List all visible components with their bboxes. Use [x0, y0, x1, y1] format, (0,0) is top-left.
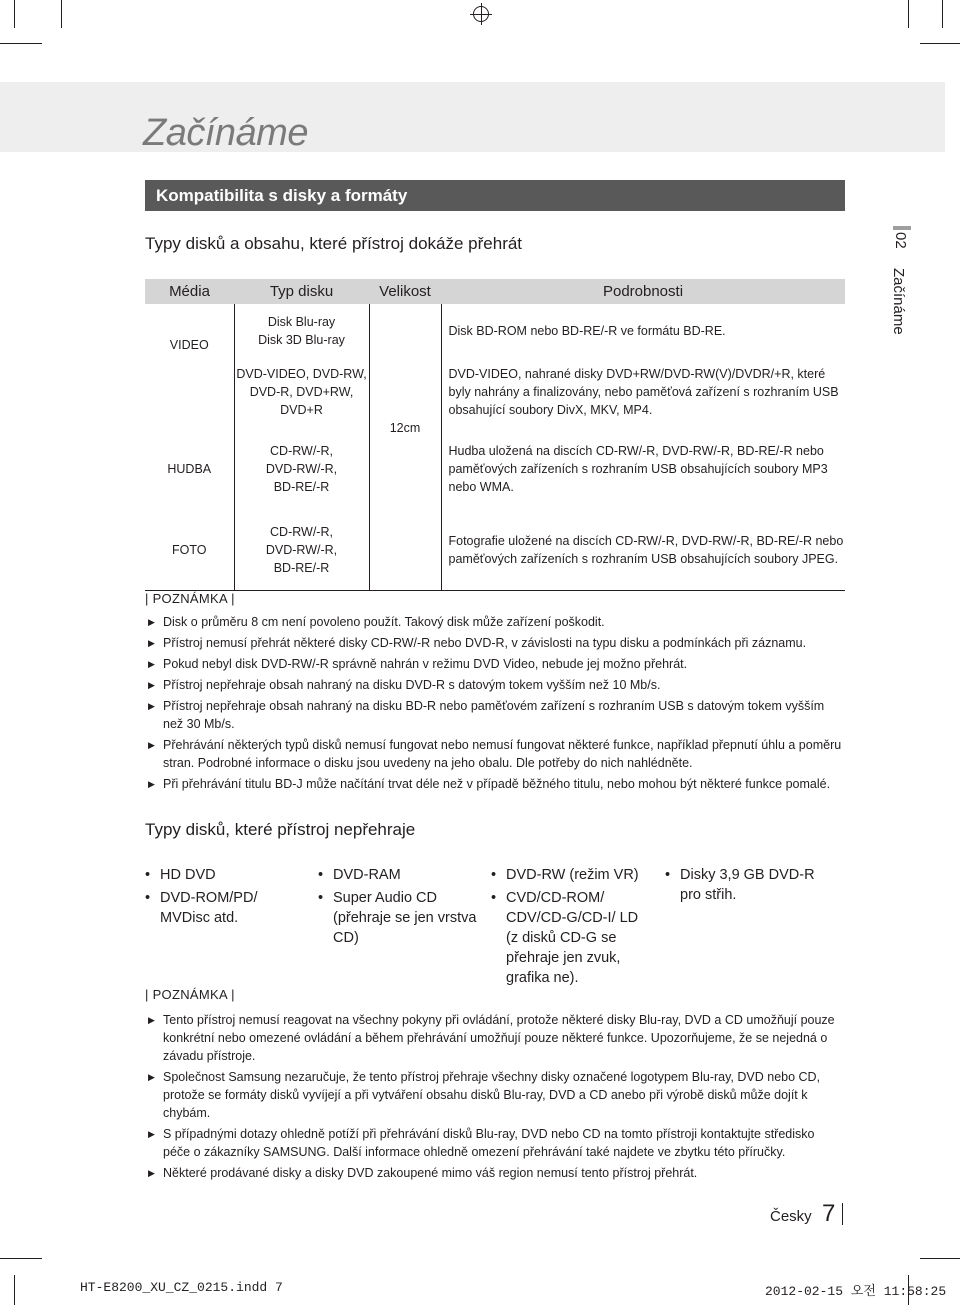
- note-item: [145, 1164, 845, 1182]
- note-item: [145, 1125, 845, 1161]
- disc-type-cell: [234, 304, 369, 357]
- crop-mark: [0, 43, 42, 44]
- note-item: [145, 775, 845, 793]
- unplayable-item: [316, 865, 491, 885]
- page-number-divider: [842, 1203, 843, 1225]
- arrow-bullet-icon: ▶: [148, 779, 155, 789]
- arrow-bullet-icon: ▶: [148, 1072, 155, 1082]
- bullet-icon: •: [491, 867, 497, 883]
- arrow-bullet-icon: ▶: [148, 617, 155, 627]
- crop-mark: [920, 1258, 960, 1259]
- bullet-icon: •: [665, 867, 671, 883]
- bullet-icon: •: [318, 867, 324, 883]
- note-label: | POZNÁMKA |: [145, 987, 235, 1002]
- note-item: [145, 1011, 845, 1065]
- details-cell: Disk BD-ROM nebo BD-RE/-R ve formátu BD-RE.: [441, 304, 845, 357]
- bullet-icon: •: [145, 890, 151, 906]
- crop-mark: [14, 0, 15, 28]
- unplayable-item: [489, 888, 649, 988]
- arrow-bullet-icon: ▶: [148, 701, 155, 711]
- disc-type-line: DVD-VIDEO, DVD-RW,: [236, 367, 367, 381]
- arrow-bullet-icon: ▶: [148, 680, 155, 690]
- bullet-icon: •: [491, 890, 497, 906]
- column-header-details: Podrobnosti: [441, 279, 845, 304]
- crop-mark: [908, 0, 909, 28]
- registration-mark: [473, 6, 489, 22]
- unplayable-item: [663, 865, 838, 905]
- media-cell: VIDEO: [169, 338, 209, 352]
- disc-type-line: CD-RW/-R,: [270, 524, 333, 539]
- arrow-bullet-icon: ▶: [148, 1168, 155, 1178]
- note-item: [145, 634, 845, 652]
- disc-type-line: Disk Blu-ray: [267, 314, 336, 329]
- note-text: Při přehrávání titulu BD-J může načítání trvat déle než v případě běžného titulu, nebo mohou být některé funkce pomalé.: [163, 777, 831, 791]
- unplayable-text: Disky 3,9 GB DVD-R pro střih.: [680, 867, 815, 903]
- table-row: [145, 304, 845, 357]
- unplayable-text: DVD-RAM: [333, 867, 401, 883]
- unplayable-text: CVD/CD-ROM/ CDV/CD-G/CD-I/ LD (z disků CD-G se přehraje jen zvuk, grafika ne).: [506, 890, 639, 986]
- page-title: Začínáme: [143, 112, 308, 154]
- bullet-icon: •: [318, 890, 324, 906]
- unplayable-item: [143, 888, 293, 928]
- column-header-media: Média: [145, 279, 234, 304]
- note-label: | POZNÁMKA |: [145, 591, 235, 606]
- table-header-row: [145, 279, 845, 304]
- unplayable-item: [316, 888, 491, 948]
- details-cell: Fotografie uložené na discích CD-RW/-R, DVD-RW/-R, BD-RE/-R nebo paměťových zařízeních s rozhraním USB obsahujících soubory JPEG.: [441, 510, 845, 590]
- unplayable-column: [316, 865, 491, 951]
- disc-type-line: CD-RW/-R,: [270, 443, 333, 458]
- unplayable-text: DVD-ROM/PD/ MVDisc atd.: [160, 890, 258, 926]
- note-text: Přístroj nepřehraje obsah nahraný na disku BD-R nebo paměťovém zařízení s rozhraním USB s datovým tokem vyšším než 30 Mb/s.: [163, 699, 825, 731]
- note-text: Přístroj nemusí přehrát některé disky CD-RW/-R nebo DVD-R, v závislosti na typu disku a podmínkách při záznamu.: [163, 636, 807, 650]
- note-item: [145, 655, 845, 673]
- table-row: [145, 357, 845, 427]
- media-cell: FOTO: [145, 510, 234, 590]
- unplayable-column: [489, 865, 649, 991]
- side-tab-marker: [893, 226, 911, 230]
- side-tab-label: Začínáme: [890, 268, 907, 335]
- unplayable-item: [143, 865, 293, 885]
- note-text: Společnost Samsung nezaručuje, že tento přístroj přehraje všechny disky označené logotypem Blu-ray, DVD nebo CD, protože se formáty disků vyvíjejí a při vytváření obsahu disků Blu-ray, DVD a CD anebo při výrobě disků může dojít k chybám.: [163, 1070, 821, 1120]
- crop-mark: [14, 1275, 15, 1305]
- disc-type-cell: [234, 427, 369, 510]
- note-item: [145, 676, 845, 694]
- details-cell: DVD-VIDEO, nahrané disky DVD+RW/DVD-RW(V)/DVDR/+R, které byly nahrány a finalizovány, nebo paměťová zařízení s rozhraním USB obsahující soubory DivX, MKV, MP4.: [441, 357, 845, 427]
- disc-type-line: DVD-R, DVD+RW,: [249, 385, 354, 399]
- side-tab-number: 02: [892, 232, 909, 249]
- table-row: [145, 510, 845, 590]
- header-band: [0, 82, 945, 152]
- notes-list: [145, 1011, 845, 1185]
- note-item: [145, 697, 845, 733]
- disc-compatibility-table: [145, 279, 845, 591]
- arrow-bullet-icon: ▶: [148, 638, 155, 648]
- note-text: S případnými dotazy ohledně potíží při přehrávání disků Blu-ray, DVD nebo CD na tomto přístroji kontaktujte středisko péče o zákazníky SAMSUNG. Další informace ohledně omezení přehrávání také najdete ve zbytku této příručky.: [163, 1127, 815, 1159]
- note-item: [145, 1068, 845, 1122]
- subtitle-playable: Typy disků a obsahu, které přístroj dokáže přehrát: [145, 234, 523, 253]
- bullet-icon: •: [145, 867, 151, 883]
- unplayable-column: [143, 865, 293, 931]
- note-text: Pokud nebyl disk DVD-RW/-R správně nahrán v režimu DVD Video, nebude jej možno přehrát.: [163, 657, 688, 671]
- disc-type-line: DVD-RW/-R,: [265, 461, 338, 476]
- notes-list: [145, 613, 845, 796]
- unplayable-column: [663, 865, 838, 908]
- note-text: Přístroj nepřehraje obsah nahraný na disku DVD-R s datovým tokem vyšším než 10 Mb/s.: [163, 678, 661, 692]
- details-cell: Hudba uložená na discích CD-RW/-R, DVD-RW/-R, BD-RE/-R nebo paměťových zařízeních s rozhraním USB obsahujících soubory MP3 nebo WMA.: [441, 427, 845, 510]
- unplayable-text: Super Audio CD (přehraje se jen vrstva CD): [333, 890, 477, 946]
- crop-mark: [61, 0, 62, 28]
- footer-language: Česky: [770, 1208, 812, 1225]
- arrow-bullet-icon: ▶: [148, 1129, 155, 1139]
- unplayable-text: DVD-RW (režim VR): [506, 867, 639, 883]
- crop-mark: [920, 43, 960, 44]
- crop-mark: [0, 1258, 42, 1259]
- disc-type-cell: [234, 510, 369, 590]
- slug-filename: HT-E8200_XU_CZ_0215.indd 7: [80, 1280, 283, 1295]
- subtitle-unplayable: Typy disků, které přístroj nepřehraje: [145, 820, 416, 839]
- disc-type-line: BD-RE/-R: [273, 560, 330, 575]
- crop-mark: [942, 0, 943, 28]
- note-item: [145, 613, 845, 631]
- disc-type-line: DVD-RW/-R,: [265, 542, 338, 557]
- arrow-bullet-icon: ▶: [148, 740, 155, 750]
- section-title: Kompatibilita s disky a formáty: [145, 180, 845, 211]
- note-text: Disk o průměru 8 cm není povoleno použít. Takový disk může zařízení poškodit.: [163, 615, 605, 629]
- column-header-type: Typ disku: [234, 279, 369, 304]
- media-cell: HUDBA: [167, 461, 212, 476]
- disc-type-line: Disk 3D Blu-ray: [258, 332, 345, 347]
- page-number: 7: [822, 1200, 836, 1227]
- size-cell: 12cm: [369, 304, 441, 590]
- note-item: [145, 736, 845, 772]
- note-text: Některé prodávané disky a disky DVD zakoupené mimo váš region nemusí tento přístroj přehrát.: [163, 1166, 698, 1180]
- disc-type-line: BD-RE/-R: [273, 479, 330, 494]
- arrow-bullet-icon: ▶: [148, 659, 155, 669]
- note-text: Tento přístroj nemusí reagovat na všechny pokyny při ovládání, protože některé disky Blu-ray, DVD a CD umožňují pouze konkrétní nebo omezené ovládání a během přehrávání umožňují pouze některé funkce. Upozorňujeme, že se nejedná o závadu přístroje.: [163, 1013, 835, 1063]
- column-header-size: Velikost: [369, 279, 441, 304]
- disc-type-cell: [234, 357, 369, 427]
- arrow-bullet-icon: ▶: [148, 1015, 155, 1025]
- note-text: Přehrávání některých typů disků nemusí fungovat nebo nemusí fungovat některé funkce, například přepnutí úhlu a poměru stran. Podrobné informace o disku jsou uvedeny na jeho obalu. Dle potřeby do nich nahlédněte.: [163, 738, 842, 770]
- slug-date: 2012-02-15 오전 11:58:25: [765, 1284, 947, 1299]
- unplayable-item: [489, 865, 649, 885]
- disc-type-line: DVD+R: [280, 403, 323, 417]
- unplayable-text: HD DVD: [160, 867, 216, 883]
- table-row: [145, 427, 845, 510]
